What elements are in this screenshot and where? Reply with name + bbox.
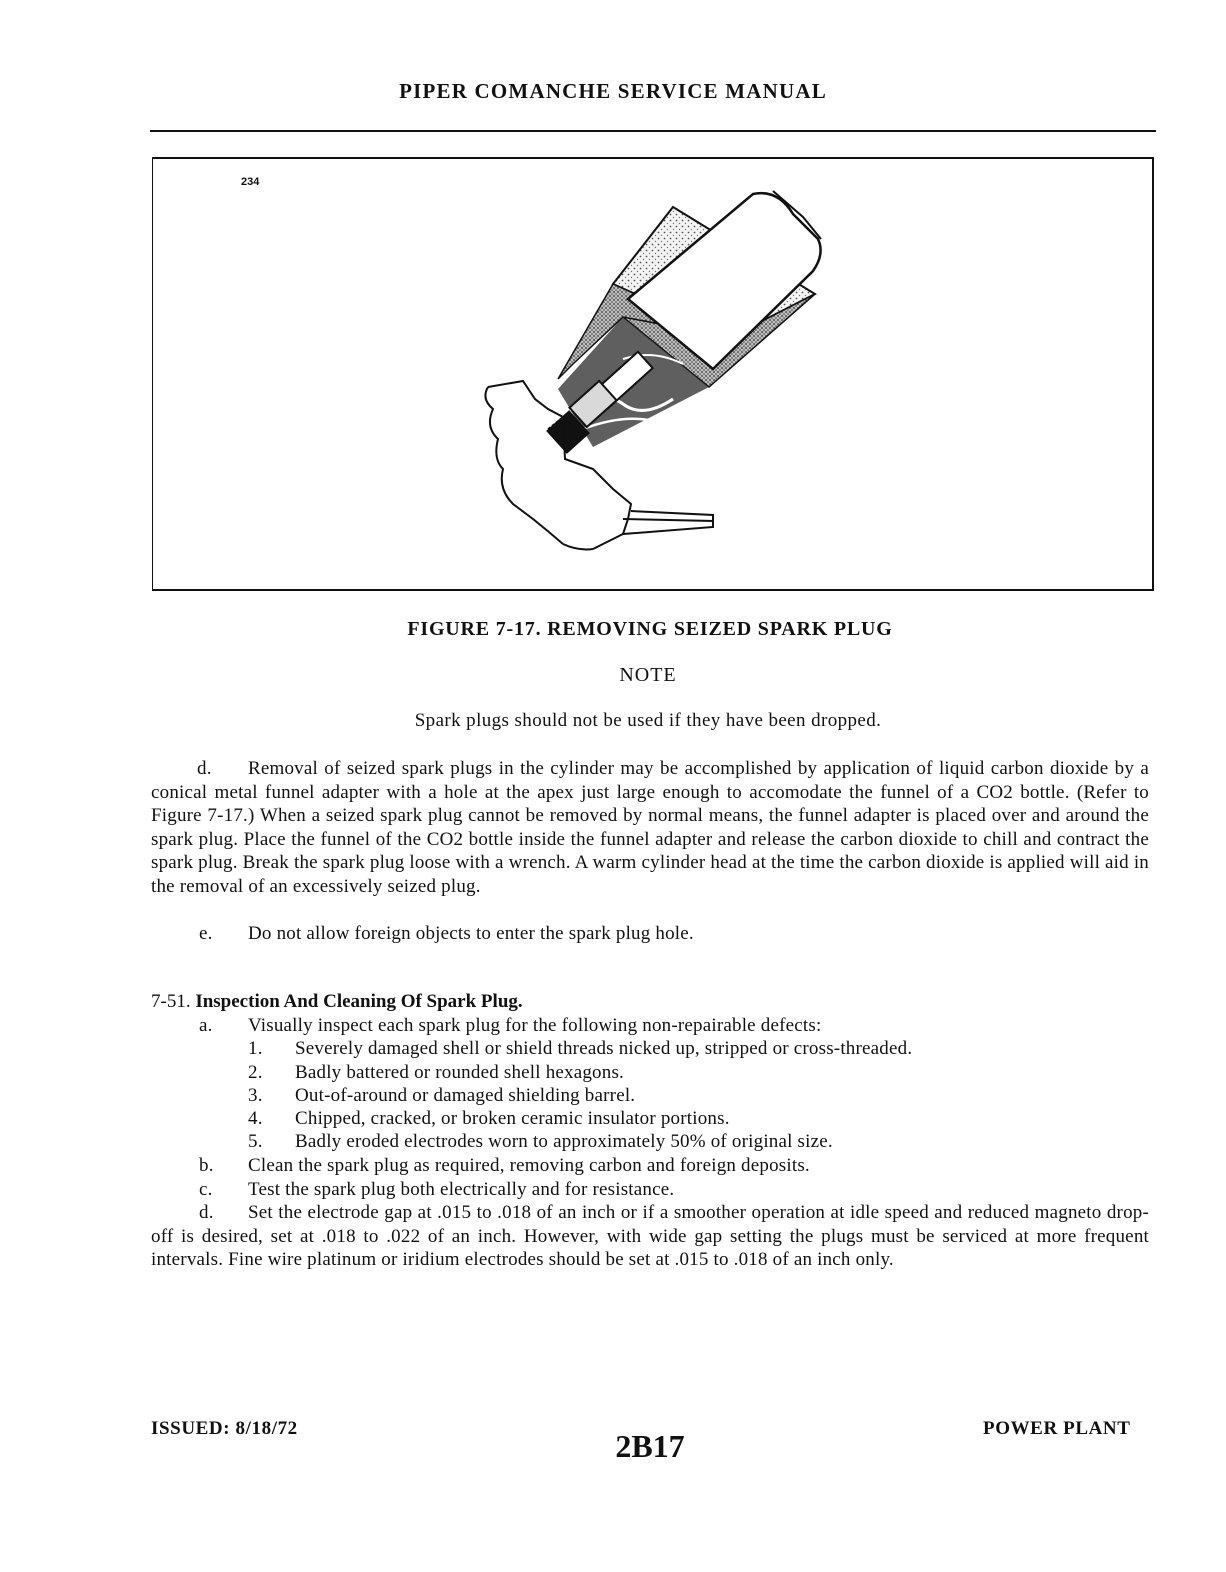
note-heading: NOTE bbox=[619, 664, 677, 686]
item-marker: a. bbox=[199, 1015, 213, 1036]
footer-page-number: 2B17 bbox=[615, 1428, 685, 1464]
figure-frame bbox=[152, 157, 1154, 591]
subitem-text: Out-of-around or damaged shielding barrel. bbox=[295, 1085, 636, 1106]
subitem-text: Chipped, cracked, or broken ceramic insulator portions. bbox=[295, 1108, 730, 1129]
step-text: Removal of seized spark plugs in the cylinder may be accomplished by application of liquid carbon dioxide by a conical metal funnel adapter with a hole at the apex just large enough to accomodate the funnel of a CO2 bottle. (Refer to Figure 7-17.) When a seized spark plug cannot be removed by normal means, the funnel adapter is placed over and around the spark plug. Place the funnel of the CO2 bottle inside the funnel adapter and release the carbon dioxide to chill and contract the spark plug. Break the spark plug loose with a wrench. A warm cylinder head at the time the carbon dioxide is applied will aid in the removal of an excessively seized plug. bbox=[151, 758, 1149, 897]
section-heading bbox=[151, 991, 523, 1013]
note-text: Spark plugs should not be used if they have been dropped. bbox=[414, 710, 882, 731]
section-title: Inspection And Cleaning Of Spark Plug. bbox=[195, 991, 523, 1012]
subitem-marker: 4. bbox=[248, 1108, 263, 1129]
subitem-text: Badly eroded electrodes worn to approximately 50% of original size. bbox=[295, 1131, 833, 1152]
spark-plug-removal-illustration bbox=[153, 159, 1153, 589]
item-text: Clean the spark plug as required, removing carbon and foreign deposits. bbox=[248, 1155, 810, 1176]
step-text: Do not allow foreign objects to enter the spark plug hole. bbox=[248, 923, 694, 944]
item-text: Test the spark plug both electrically and for resistance. bbox=[248, 1179, 675, 1200]
subitem-text: Severely damaged shell or shield threads nicked up, stripped or cross-threaded. bbox=[295, 1038, 913, 1059]
footer-issued-date: ISSUED: 8/18/72 bbox=[151, 1418, 298, 1439]
subitem-marker: 5. bbox=[248, 1131, 263, 1152]
subitem-marker: 2. bbox=[248, 1062, 263, 1083]
item-text: Visually inspect each spark plug for the following non-repairable defects: bbox=[248, 1015, 822, 1036]
step-marker: d. bbox=[197, 758, 212, 779]
section-number: 7-51. bbox=[151, 991, 191, 1012]
footer-section-name: POWER PLANT bbox=[983, 1418, 1131, 1439]
figure-number: 234 bbox=[241, 176, 260, 188]
header-rule bbox=[150, 130, 1156, 132]
figure-caption: FIGURE 7-17. REMOVING SEIZED SPARK PLUG bbox=[407, 618, 893, 640]
item-text: Set the electrode gap at .015 to .018 of an inch or if a smoother operation at idle speed and reduced magneto drop-off is desired, set at .018 to .022 of an inch. However, with wide gap setting the plugs must be serviced at more frequent intervals. Fine wire platinum or iridium electrodes should be set at .015 to .018 of an inch only. bbox=[151, 1202, 1149, 1270]
subitem-marker: 3. bbox=[248, 1085, 263, 1106]
subitem-text: Badly battered or rounded shell hexagons. bbox=[295, 1062, 625, 1083]
item-marker: d. bbox=[199, 1202, 214, 1223]
page-header-title: PIPER COMANCHE SERVICE MANUAL bbox=[399, 79, 827, 103]
inspection-item-d bbox=[151, 1201, 1149, 1272]
item-marker: c. bbox=[199, 1179, 213, 1200]
step-marker: e. bbox=[199, 923, 213, 944]
item-marker: b. bbox=[199, 1155, 214, 1176]
subitem-marker: 1. bbox=[248, 1038, 263, 1059]
removal-step-d bbox=[151, 757, 1149, 898]
